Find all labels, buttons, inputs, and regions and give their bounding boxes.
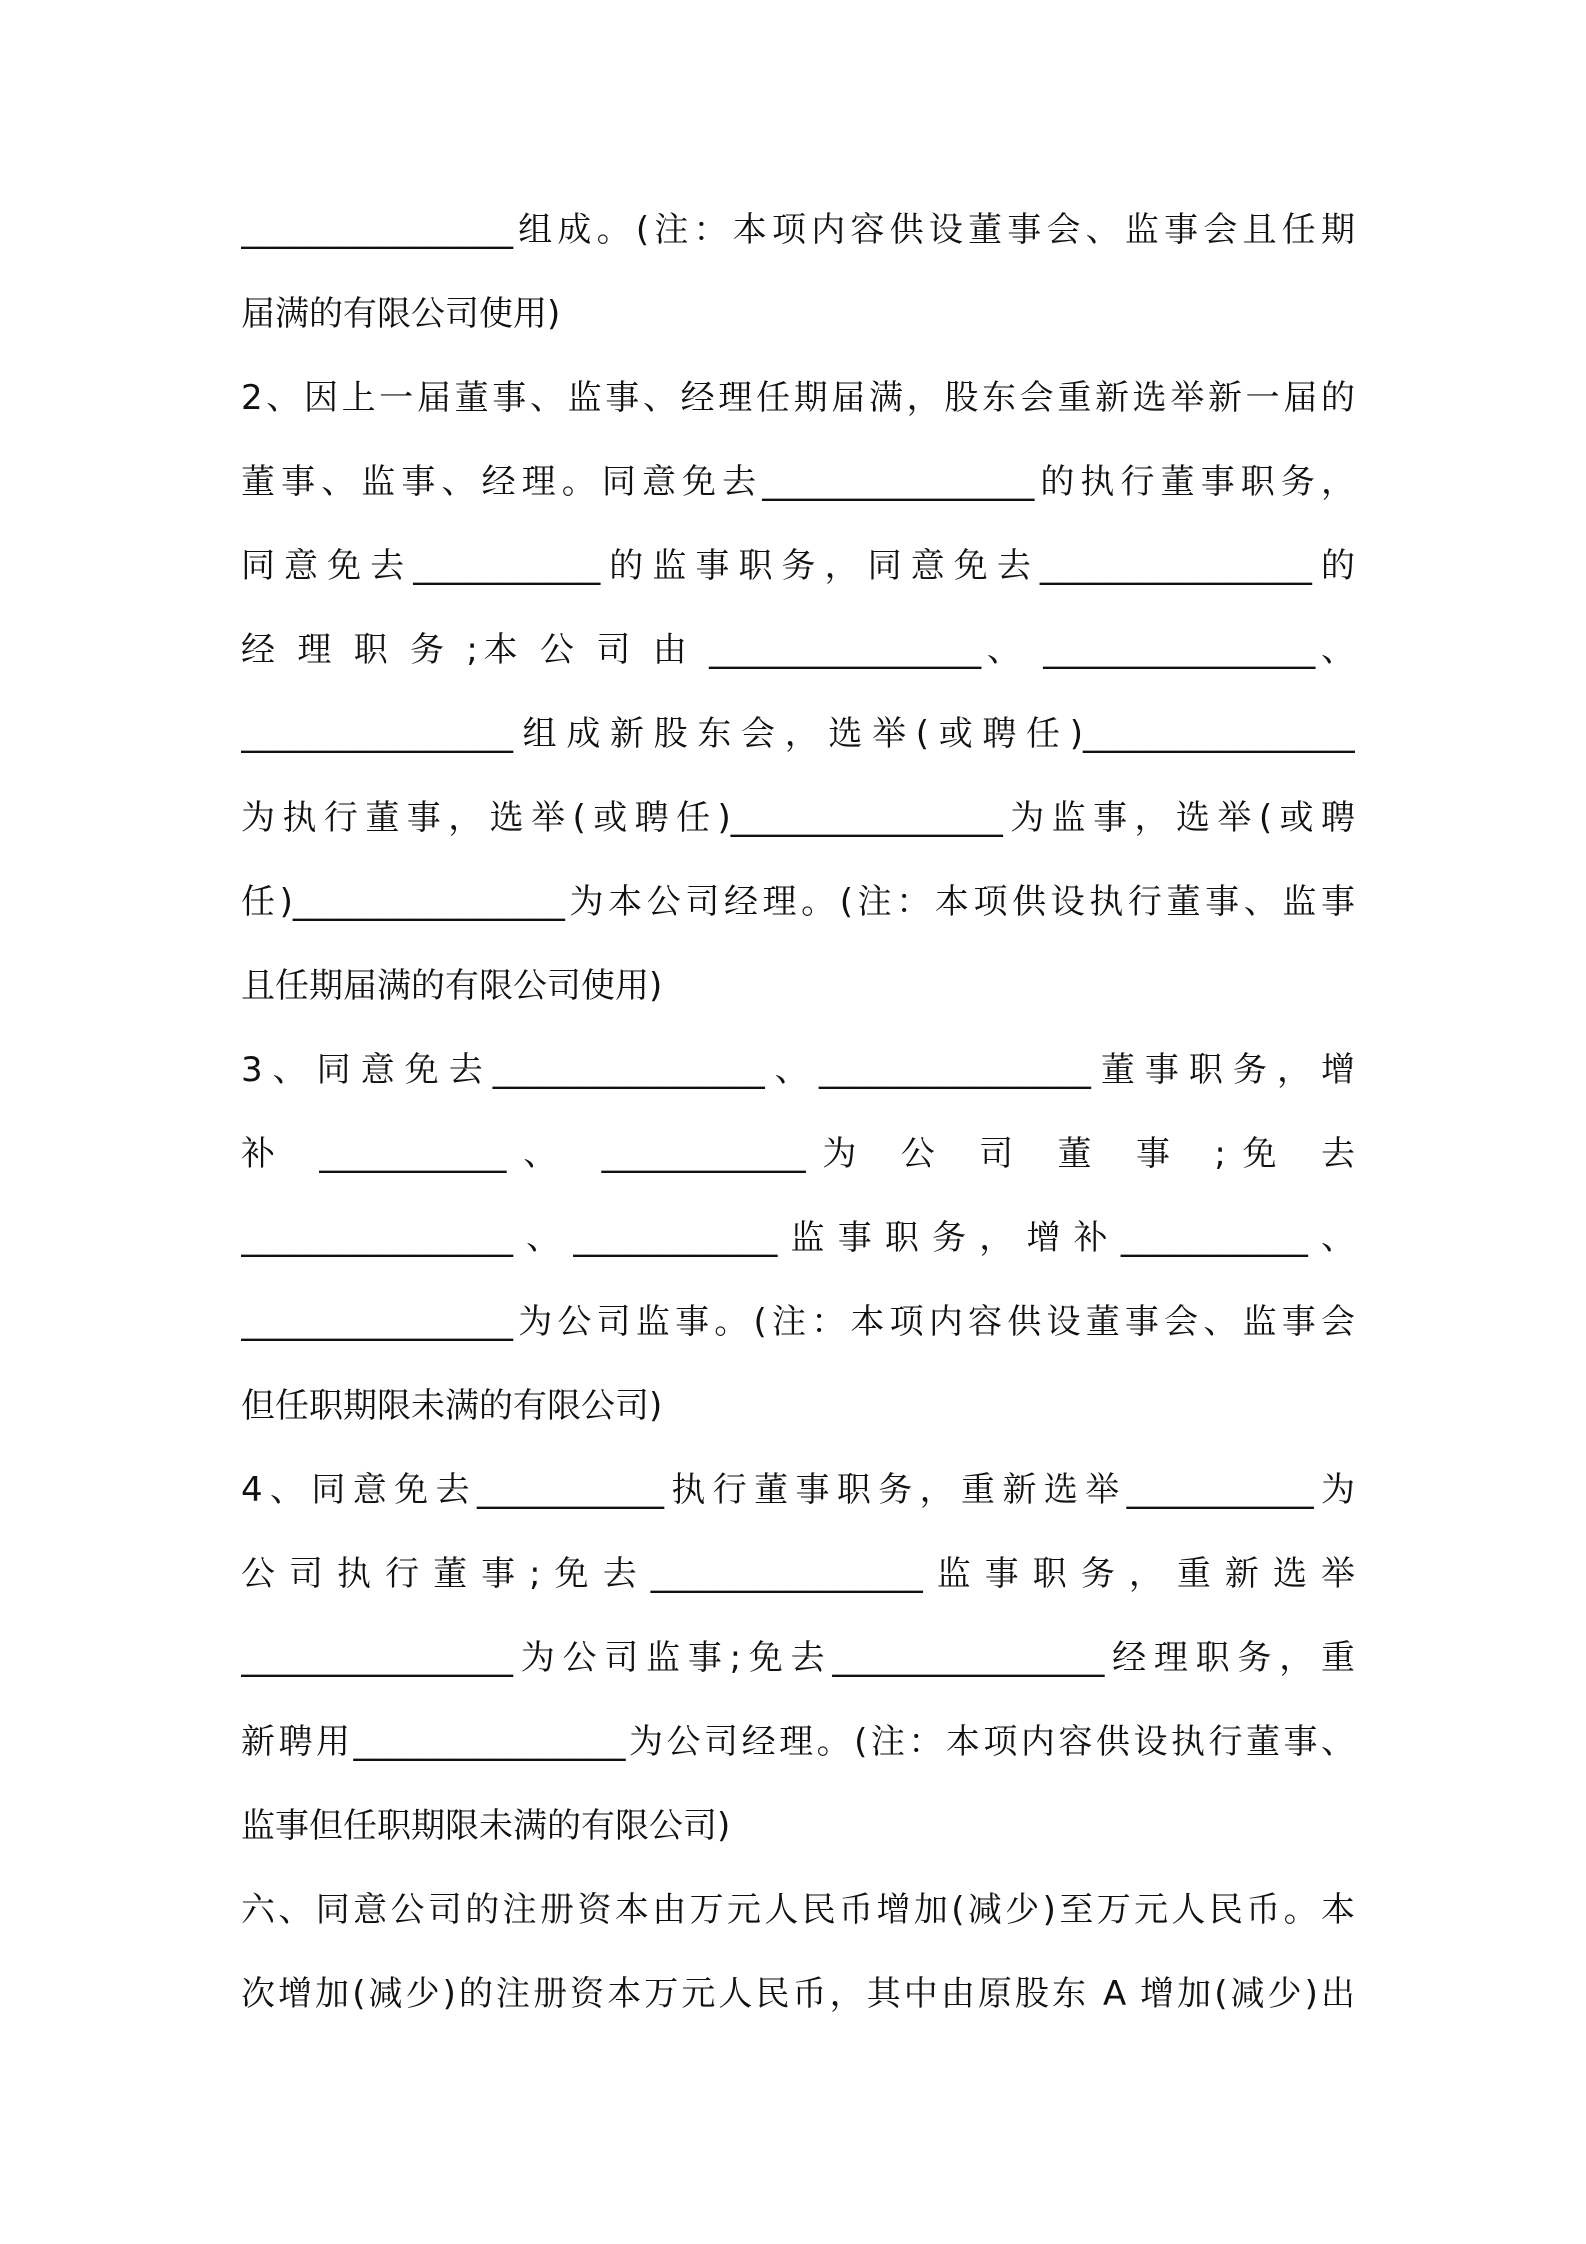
text-line: ________________组成。(注：本项内容供设董事会、监事会且任期 [241,210,1355,250]
text-line: 补 ___________、 ____________为 公 司 董 事 ;免 去 [241,1134,1355,1174]
text-line: 任)________________为本公司经理。(注：本项供设执行董事、监事 [241,882,1355,922]
text-line: ________________为公司监事;免去________________经理职务，重 [241,1638,1355,1678]
text-line: ________________组成新股东会，选举(或聘任)________________ [241,714,1355,754]
text-line: 董事、监事、经理。同意免去________________的执行董事职务， [241,462,1355,502]
text-line: ________________为公司监事。(注：本项内容供设董事会、监事会 [241,1302,1355,1342]
text-line: 公司执行董事;免去________________监事职务，重新选举 [241,1554,1355,1594]
text-line: 次增加(减少)的注册资本万元人民币，其中由原股东 A 增加(减少)出 [241,1974,1355,2014]
text-line: 同意免去___________的监事职务，同意免去________________的 [241,546,1355,586]
text-line: 3、同意免去________________、________________董事职务，增 [241,1050,1355,1090]
text-line: 监事但任职期限未满的有限公司) [241,1806,731,1846]
text-line: 但任职期限未满的有限公司) [241,1386,663,1426]
text-line: 新聘用________________为公司经理。(注：本项内容供设执行董事、 [241,1722,1355,1762]
text-line: 且任期届满的有限公司使用) [241,966,663,1006]
text-line: 经 理 职 务 ;本 公 司 由 ________________、 ________________、 [241,630,1355,670]
text-line: 4、同意免去___________执行董事职务，重新选举___________为 [241,1470,1355,1510]
text-line: 2、因上一届董事、监事、经理任期届满，股东会重新选举新一届的 [241,378,1355,418]
text-line: 届满的有限公司使用) [241,294,561,334]
text-line: 为执行董事，选举(或聘任)________________为监事，选举(或聘 [241,798,1355,838]
text-line: 六、同意公司的注册资本由万元人民币增加(减少)至万元人民币。本 [241,1890,1355,1930]
text-line: ________________、____________监事职务，增补___________、 [241,1218,1355,1258]
